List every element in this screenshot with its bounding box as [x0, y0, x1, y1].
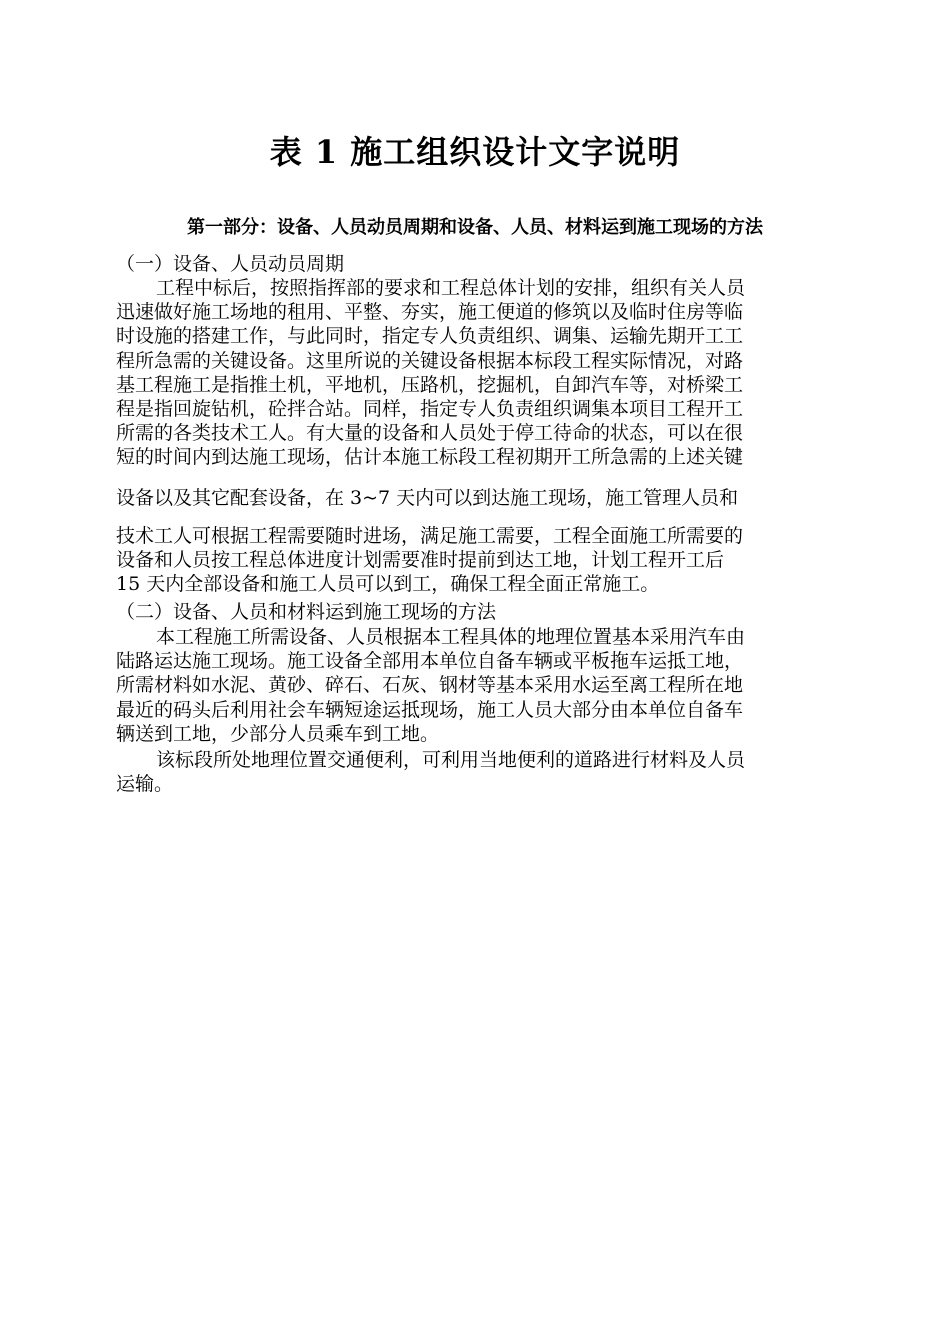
- paragraph-line: 本工程施工所需设备、人员根据本工程具体的地理位置基本采用汽车由: [156, 626, 746, 648]
- section-2-heading: [116, 600, 828, 624]
- section-1-paragraph: [116, 276, 828, 470]
- paragraph-line: 设备以及其它配套设备，在 3~7 天内可以到达施工现场，施工管理人员和: [116, 487, 739, 509]
- paragraph-line: 工程中标后，按照指挥部的要求和工程总体计划的安排，组织有关人员: [156, 277, 746, 299]
- paragraph-line: 迅速做好施工场地的租用、平整、夯实，施工便道的修筑以及临时住房等临: [116, 301, 744, 324]
- paragraph-line: 技术工人可根据工程需要随时进场，满足施工需要，工程全面施工所需要的: [116, 525, 744, 547]
- paragraph-line: 程是指回旋钻机，砼拌合站。同样，指定专人负责组织调集本项目工程开工: [116, 398, 744, 421]
- paragraph-line: 辆送到工地，少部分人员乘车到工地。: [116, 722, 440, 745]
- paragraph-line: 时设施的搭建工作，与此同时，指定专人负责组织、调集、运输先期开工工: [116, 325, 744, 348]
- section-2-paragraph: [116, 625, 828, 746]
- paragraph-line: 所需的各类技术工人。有大量的设备和人员处于停工待命的状态，可以在很: [116, 422, 744, 445]
- paragraph-line: 最近的码头后利用社会车辆短途运抵现场，施工人员大部分由本单位自备车: [116, 698, 744, 721]
- section-heading-text: （一）设备、人员动员周期: [116, 253, 345, 275]
- section-1-paragraph-continued: [116, 486, 828, 510]
- paragraph-line: 该标段所处地理位置交通便利，可利用当地便利的道路进行材料及人员: [156, 749, 746, 771]
- section-2-paragraph-2: [116, 748, 828, 796]
- part-heading: 第一部分：设备、人员动员周期和设备、人员、材料运到施工现场的方法: [187, 217, 763, 238]
- paragraph-line: 程所急需的关键设备。这里所说的关键设备根据本标段工程实际情况，对路: [116, 349, 744, 372]
- section-1-heading: [116, 252, 828, 276]
- paragraph-line: 所需材料如水泥、黄砂、碎石、石灰、钢材等基本采用水运至离工程所在地: [116, 674, 744, 697]
- paragraph-line: 基工程施工是指推土机，平地机，压路机，挖掘机，自卸汽车等，对桥梁工: [116, 373, 744, 396]
- paragraph-line: 陆路运达施工现场。施工设备全部用本单位自备车辆或平板拖车运抵工地，: [116, 650, 744, 673]
- section-heading-text: （二）设备、人员和材料运到施工现场的方法: [116, 601, 497, 623]
- document-title: 表 1 施工组织设计文字说明: [269, 133, 681, 171]
- paragraph-line: 短的时间内到达施工现场，估计本施工标段工程初期开工所急需的上述关键: [116, 446, 744, 469]
- section-1-paragraph-continued: [116, 524, 828, 597]
- paragraph-line: 15 天内全部设备和施工人员可以到工，确保工程全面正常施工。: [116, 573, 660, 596]
- paragraph-line: 运输。: [116, 773, 174, 796]
- paragraph-line: 设备和人员按工程总体进度计划需要准时提前到达工地，计划工程开工后: [116, 549, 725, 572]
